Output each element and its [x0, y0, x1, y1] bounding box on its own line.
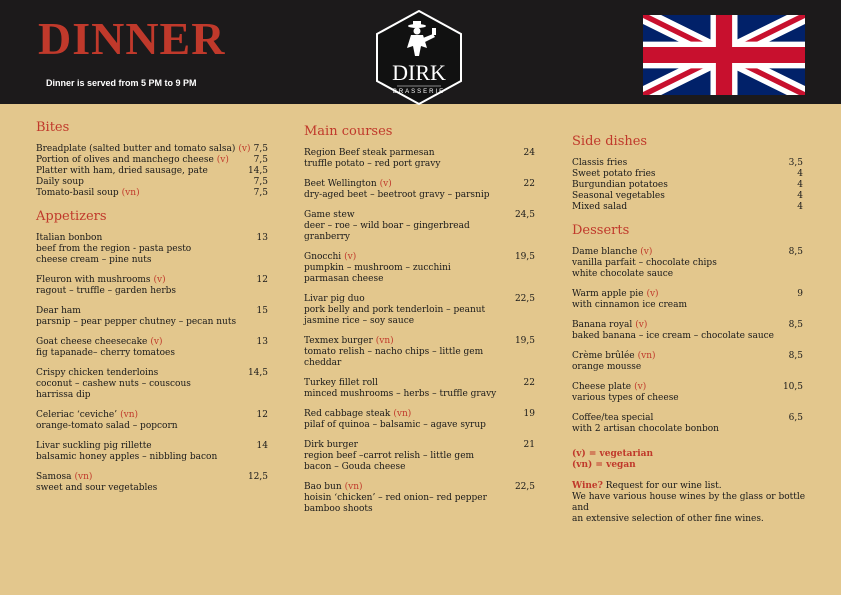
menu-item-description: coconut – cashew nuts – couscous [36, 379, 191, 389]
menu-item-description: ragout – truffle – garden herbs [36, 286, 176, 296]
header-bar [0, 0, 841, 104]
menu-item-description: fig tapanade– cherry tomatoes [36, 348, 175, 358]
menu-item-description: dry-aged beet – beetroot gravy – parsnip [304, 190, 490, 200]
menu-item-price: 8,5 [788, 320, 803, 330]
menu-item-name: Livar pig duo [304, 294, 365, 304]
menu-item-name: Goat cheese cheesecake [36, 337, 148, 347]
menu-item-price: 14,5 [247, 166, 268, 176]
diet-tag: (vn) [344, 482, 363, 492]
menu-item [572, 320, 803, 342]
menu-item-price: 4 [797, 169, 803, 179]
menu-item [304, 210, 535, 243]
menu-item-price: 19 [523, 409, 535, 419]
menu-item [36, 472, 268, 494]
menu-item [304, 409, 535, 431]
menu-item-price: 9 [797, 289, 803, 299]
side-dishes-list [572, 158, 803, 213]
menu-item [304, 294, 535, 327]
menu-item-price: 4 [797, 202, 803, 212]
menu-item [572, 158, 803, 169]
menu-item-description: deer – roe – wild boar – gingerbread [304, 221, 470, 231]
menu-item-description: balsamic honey apples – nibbling bacon [36, 452, 218, 462]
menu-item-price: 22,5 [514, 482, 535, 492]
menu-item [304, 378, 535, 400]
menu-item-name: Daily soup [36, 177, 84, 187]
menu-item-price: 19,5 [514, 252, 535, 262]
column-right [572, 134, 806, 525]
menu-item [36, 441, 268, 463]
menu-item-name: Tomato-basil soup [36, 188, 119, 198]
diet-tag: (v) [634, 382, 647, 392]
bites-list [36, 144, 268, 199]
menu-item [36, 368, 268, 401]
menu-item-description: parsnip – pear pepper chutney – pecan nuts [36, 317, 237, 327]
menu-item [572, 169, 803, 180]
menu-item-name: Celeriac ‘ceviche’ [36, 410, 118, 420]
menu-item-name: Sweet potato fries [572, 169, 656, 179]
diet-tag: (v) [344, 252, 357, 262]
menu-item-description: orange mousse [572, 362, 642, 372]
menu-item-name: Fleuron with mushrooms [36, 275, 151, 285]
diet-tag: (v) [216, 155, 229, 165]
appetizers-list [36, 233, 268, 494]
menu-item [36, 144, 268, 155]
menu-item-description: cheddar [304, 358, 342, 368]
menu-item-price: 6,5 [788, 413, 803, 423]
menu-item-name: Warm apple pie [572, 289, 644, 299]
menu-item-name: Seasonal vegetables [572, 191, 665, 201]
menu-item-description: region beef –carrot relish – little gem [304, 451, 475, 461]
section-title-main-courses: Main courses [304, 124, 393, 139]
menu-item-description: minced mushrooms – herbs – truffle gravy [304, 389, 497, 399]
menu-item-name: Classis fries [572, 158, 628, 168]
uk-flag-icon[interactable] [643, 15, 805, 95]
menu-item-price: 7,5 [253, 188, 268, 198]
diet-tag: (v) [379, 179, 392, 189]
column-middle [304, 124, 535, 524]
legend-vegetarian: (v) = vegetarian [572, 449, 654, 459]
menu-item-name: Livar suckling pig rillette [36, 441, 152, 451]
menu-item-price: 8,5 [788, 351, 803, 361]
serving-hours: Dinner is served from 5 PM to 9 PM [46, 78, 197, 88]
menu-item-price: 7,5 [253, 155, 268, 165]
menu-item-price: 19,5 [514, 336, 535, 346]
menu-item-name: Portion of olives and manchego cheese [36, 155, 214, 165]
menu-item-description: orange-tomato salad – popcorn [36, 421, 178, 431]
wine-line-2: We have various house wines by the glass or bottle and [572, 492, 806, 513]
menu-item [572, 180, 803, 191]
menu-item-description: harrissa dip [36, 390, 91, 400]
menu-item-name: Bao bun [304, 482, 342, 492]
menu-item-name: Banana royal [572, 320, 633, 330]
diet-tag: (vn) [637, 351, 656, 361]
menu-item-description: pumpkin – mushroom – zucchini [304, 263, 451, 273]
section-title-desserts: Desserts [572, 223, 630, 238]
svg-text:DIRK: DIRK [392, 60, 446, 85]
diet-tag: (vn) [393, 409, 412, 419]
menu-item-name: Game stew [304, 210, 355, 220]
menu-item-description: pilaf of quinoa – balsamic – agave syrup [304, 420, 486, 430]
menu-item-price: 7,5 [253, 144, 268, 154]
menu-item-price: 14 [256, 441, 268, 451]
menu-item-description: various types of cheese [572, 393, 679, 403]
menu-item-name: Cheese plate [572, 382, 632, 392]
menu-item-name: Turkey fillet roll [304, 378, 378, 388]
menu-item-description: sweet and sour vegetables [36, 483, 158, 493]
menu-item-description: baked banana – ice cream – chocolate sauce [572, 331, 775, 341]
menu-item [304, 148, 535, 170]
menu-item-price: 12 [256, 410, 268, 420]
diet-tag: (vn) [121, 188, 140, 198]
svg-text:BRASSERIE: BRASSERIE [392, 89, 446, 95]
menu-item-price: 8,5 [788, 247, 803, 257]
section-title-side-dishes: Side dishes [572, 134, 648, 149]
menu-item-price: 12,5 [247, 472, 268, 482]
desserts-list [572, 247, 803, 435]
menu-item-name: Red cabbage steak [304, 409, 391, 419]
menu-item-description: bamboo shoots [304, 504, 373, 514]
diet-tag: (v) [238, 144, 251, 154]
menu-item-name: Dear ham [36, 306, 81, 316]
menu-item-price: 15 [256, 306, 268, 316]
menu-item-name: Gnocchi [304, 252, 342, 262]
menu-item [36, 155, 268, 166]
menu-item-name: Texmex burger [304, 336, 373, 346]
menu-item-description: tomato relish – nacho chips – little gem [304, 347, 484, 357]
menu-item-name: Dame blanche [572, 247, 638, 257]
menu-item-description: truffle potato – red port gravy [304, 159, 441, 169]
menu-item-description: granberry [304, 232, 351, 242]
menu-item-description: bacon – Gouda cheese [304, 462, 406, 472]
menu-item [36, 177, 268, 188]
menu-item-description: white chocolate sauce [572, 269, 674, 279]
menu-item [304, 179, 535, 201]
wine-label: Wine? [572, 481, 603, 491]
menu-item-description: beef from the region - pasta pesto [36, 244, 192, 254]
section-title-bites: Bites [36, 120, 70, 135]
menu-item [36, 337, 268, 359]
menu-item [36, 306, 268, 328]
menu-item-name: Breadplate (salted butter and tomato salsa) [36, 144, 236, 154]
menu-item-price: 10,5 [782, 382, 803, 392]
menu-item [304, 440, 535, 473]
main-courses-list [304, 148, 535, 515]
menu-item-price: 4 [797, 180, 803, 190]
menu-item-price: 4 [797, 191, 803, 201]
menu-item-name: Region Beef steak parmesan [304, 148, 435, 158]
menu-item-name: Beet Wellington [304, 179, 377, 189]
menu-item-price: 13 [256, 337, 268, 347]
diet-tag: (vn) [375, 336, 394, 346]
menu-item-price: 24,5 [514, 210, 535, 220]
menu-item [36, 166, 268, 177]
menu-item [36, 233, 268, 266]
menu-item-description: with cinnamon ice cream [572, 300, 688, 310]
diet-tag: (vn) [120, 410, 138, 420]
menu-item [304, 482, 535, 515]
menu-item-price: 14,5 [247, 368, 268, 378]
menu-item-price: 21 [523, 440, 535, 450]
menu-item-name: Dirk burger [304, 440, 358, 450]
menu-item-price: 22 [523, 179, 535, 189]
menu-item-name: Crème brûlée [572, 351, 635, 361]
menu-item-name: Coffee/tea special [572, 413, 654, 423]
menu-item-description: parmasan cheese [304, 274, 384, 284]
column-left [36, 120, 268, 503]
diet-tag: (v) [153, 275, 166, 285]
menu-item-name: Crispy chicken tenderloins [36, 368, 159, 378]
menu-item-description: cheese cream – pine nuts [36, 255, 152, 265]
menu-item-price: 22 [523, 378, 535, 388]
page-title: DINNER [38, 13, 226, 64]
menu-item [572, 202, 803, 213]
menu-item-description: pork belly and pork tenderloin – peanut [304, 305, 486, 315]
menu-item [572, 413, 803, 435]
menu-item-description: vanilla parfait – chocolate chips [572, 258, 717, 268]
diet-tag: (v) [646, 289, 659, 299]
section-title-appetizers: Appetizers [36, 209, 107, 224]
menu-item [304, 252, 535, 285]
legend-vegan: (vn) = vegan [572, 460, 636, 470]
menu-item [304, 336, 535, 369]
menu-item-name: Platter with ham, dried sausage, pate [36, 166, 208, 176]
wine-line-1: Request for our wine list. [602, 481, 722, 491]
menu-item-price: 24 [523, 148, 535, 158]
menu-item-price: 7,5 [253, 177, 268, 187]
menu-item-price: 13 [256, 233, 268, 243]
menu-item [572, 382, 803, 404]
menu-item [36, 275, 268, 297]
menu-item-name: Samosa [36, 472, 72, 482]
menu-item-name: Burgundian potatoes [572, 180, 668, 190]
diet-tag: (v) [150, 337, 163, 347]
menu-item [36, 188, 268, 199]
menu-item-name: Italian bonbon [36, 233, 103, 243]
menu-item-description: jasmine rice – soy sauce [304, 316, 415, 326]
menu-item [572, 351, 803, 373]
menu-item [572, 247, 803, 280]
dirk-logo [375, 10, 463, 105]
diet-tag: (vn) [74, 472, 93, 482]
menu-item-price: 12 [256, 275, 268, 285]
diet-tag: (v) [640, 247, 653, 257]
wine-line-3: an extensive selection of other fine wines. [572, 514, 764, 524]
menu-item-description: hoisin ‘chicken’ – red onion– red pepper [304, 493, 487, 503]
menu-item-price: 3,5 [788, 158, 803, 168]
menu-item-description: with 2 artisan chocolate bonbon [572, 424, 719, 434]
menu-item-name: Mixed salad [572, 202, 628, 212]
diet-tag: (v) [635, 320, 648, 330]
menu-item [572, 289, 803, 311]
menu-item-price: 22,5 [514, 294, 535, 304]
menu-item [572, 191, 803, 202]
wine-note [572, 481, 822, 525]
menu-item [36, 410, 268, 432]
